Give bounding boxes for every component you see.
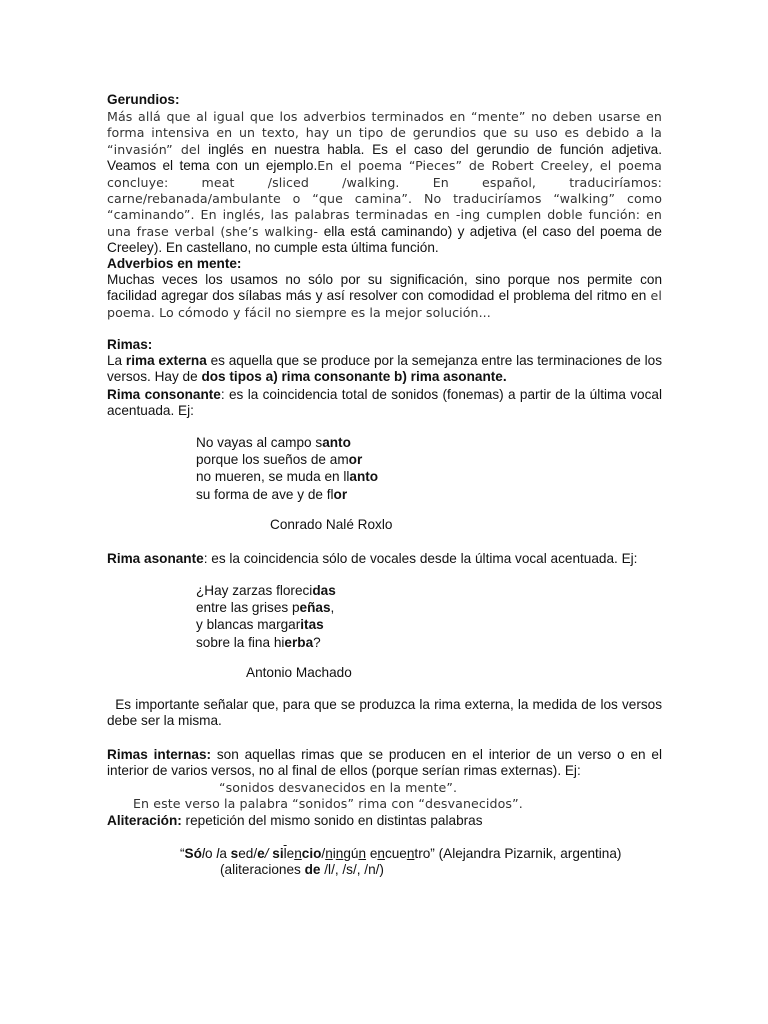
rimas-heading: Rimas: xyxy=(107,337,153,352)
quote-segment: cue xyxy=(384,846,407,861)
poem-line xyxy=(196,486,378,503)
rimas-internas-example: “sonidos desvanecidos en la mente”. xyxy=(219,780,458,795)
quote-segment: e xyxy=(286,846,295,861)
rimas-internas-paragraph xyxy=(107,747,662,780)
verse-punct: , xyxy=(330,600,335,616)
quote-segment: l xyxy=(216,846,220,861)
poem-line xyxy=(196,468,378,485)
verse-text: y blancas margar xyxy=(196,617,301,633)
gerundios-text-3: En el poema “Pieces” de Robert Creeley, el poema concluye: meat /sliced /walking. En español, traduciríamos: carne/rebanada/ambulante o “que camina”. No traduciríamos “walking” como “caminando”. En inglés, las palabras terminadas en -ing cumplen doble función: en una frase verbal (she’s walking- xyxy=(107,158,662,239)
rima-externa-note: Es importante señalar que, para que se produzca la rima externa, la medida de los versos debe ser la misma. xyxy=(107,697,666,729)
poem-line xyxy=(196,582,336,599)
aliteracion-example xyxy=(180,846,621,862)
rima-asonante-paragraph xyxy=(107,551,662,567)
verse-text: No vayas al campo s xyxy=(196,435,323,450)
quote-segment: e xyxy=(369,846,378,861)
gerundios-paragraph xyxy=(107,109,662,257)
quote-segment: n xyxy=(406,846,415,861)
verse-text: sobre la fina hi xyxy=(196,634,285,650)
poem-line xyxy=(196,616,336,633)
adverbios-text-1: Muchas veces los usamos no sólo por su significación, sino porque nos permite con facilidad agregar dos sílabas más y así resolver con comodidad el problema del ritmo en xyxy=(107,272,662,304)
verse-text: entre las grises p xyxy=(196,600,300,616)
quote-segment: a xyxy=(219,846,231,861)
poem-line xyxy=(196,451,378,468)
rima-consonante-text: : es la coincidencia total de sonidos (fonemas) a partir de la última vocal acentuada. Ej: xyxy=(107,387,662,419)
rima-asonante-label: Rima asonante xyxy=(107,551,204,566)
aliteracion-text: repetición del mismo sonido en distintas palabras xyxy=(181,813,483,828)
quote-segment: o xyxy=(204,846,217,861)
quote-segment: $\overline{l}$ xyxy=(283,846,287,861)
aliteracion-sounds xyxy=(220,862,384,878)
quote-segment: ed/ xyxy=(238,846,258,861)
rima-externa-text-a: La xyxy=(107,353,126,368)
quote-segment: n xyxy=(294,846,302,861)
quote-segment: tro xyxy=(414,846,431,861)
quote-segment: cio xyxy=(301,846,322,861)
rima-externa-text-c: es aquella que se produce por la semejanza entre las terminaciones de los versos. Hay de xyxy=(107,353,662,385)
rhyme-ending: or xyxy=(333,486,348,502)
poem-line xyxy=(196,434,378,451)
quote-segment: l xyxy=(201,846,205,861)
quote-segment: n xyxy=(358,846,367,861)
aliteracion-paragraph xyxy=(107,813,662,829)
quote-attribution: ” (Alejandra Pizarnik, argentina) xyxy=(430,846,622,861)
rhyme-ending: itas xyxy=(300,617,324,633)
quote-open: “ xyxy=(180,846,185,861)
rima-tipos: dos tipos a) rima consonante b) rima asonante. xyxy=(201,369,507,385)
gerundios-text-4: ella está caminando) y adjetiva (el caso del poema de Creeley). En castellano, no cumple esta última función. xyxy=(107,223,662,256)
rima-consonante-label: Rima consonante xyxy=(107,387,221,402)
quote-segment: ó xyxy=(193,846,202,861)
poem-asonante-author: Antonio Machado xyxy=(246,665,352,680)
poem-line xyxy=(196,599,336,616)
adverbios-paragraph xyxy=(107,272,662,321)
aliteracion-sounds-c: /l/, /s/, /n/) xyxy=(320,862,384,877)
quote-segment: n xyxy=(377,846,385,861)
rhyme-ending: eñas xyxy=(299,600,331,616)
rhyme-ending: das xyxy=(312,583,336,598)
rhyme-ending: anto xyxy=(349,469,379,485)
quote-segment: gú xyxy=(343,846,359,861)
gerundios-text-1: Más allá que al igual que los adverbios terminados en “mente” no deben usarse en forma intensiva en un texto, hay un tipo de gerundios que su uso es debido a la “invasión” del xyxy=(107,109,662,157)
quote-segment: n xyxy=(335,846,344,861)
quote-segment: s xyxy=(272,846,280,861)
rimas-internas-label: Rimas internas: xyxy=(107,747,212,762)
rima-externa-term: rima externa xyxy=(125,353,207,368)
quote-segment: i xyxy=(332,846,336,861)
rimas-internas-explain: En este verso la palabra “sonidos” rima con “desvanecidos”. xyxy=(133,796,523,811)
quote-segment: s xyxy=(230,846,239,861)
rhyme-ending: or xyxy=(348,452,363,468)
adverbios-heading: Adverbios en mente: xyxy=(107,256,242,271)
quote-segment: / xyxy=(264,846,269,861)
gerundios-heading: Gerundios: xyxy=(107,92,180,107)
poem-line xyxy=(196,634,336,651)
quote-segment: S xyxy=(184,846,194,861)
gerundios-text-2: inglés en nuestra habla. Es el caso del gerundio de función adjetiva. Veamos el tema con un ejemplo. xyxy=(107,141,663,174)
aliteracion-quote xyxy=(185,846,431,861)
aliteracion-sounds-b: de xyxy=(304,862,321,877)
verse-text: ¿Hay zarzas floreci xyxy=(196,583,313,598)
rima-externa-paragraph xyxy=(107,353,662,386)
aliteracion-sounds-a: (aliteraciones xyxy=(220,862,305,877)
rhyme-ending: erba xyxy=(284,634,314,650)
adverbios-text-2: el poema. Lo cómodo y fácil no siempre es la mejor solución... xyxy=(107,288,662,320)
poem-consonante-author: Conrado Nalé Roxlo xyxy=(270,517,393,532)
aliteracion-label: Aliteración: xyxy=(107,813,182,828)
verse-text: no mueren, se muda en ll xyxy=(196,469,350,485)
verse-punct: ? xyxy=(313,634,321,650)
quote-segment: n xyxy=(325,846,333,861)
quote-segment: / xyxy=(321,846,326,861)
rima-asonante-text: : es la coincidencia sólo de vocales desde la última vocal acentuada. Ej: xyxy=(203,551,638,566)
verse-text: su forma de ave y de fl xyxy=(196,486,334,502)
rima-consonante-paragraph xyxy=(107,387,662,420)
quote-segment: i xyxy=(279,846,284,861)
quote-segment: e xyxy=(257,846,265,861)
poem-asonante xyxy=(196,582,336,651)
rimas-internas-text: son aquellas rimas que se producen en el interior de un verso o en el interior de varios versos, no al final de ellos (porque serían rimas externas). Ej: xyxy=(107,747,662,779)
rhyme-ending: anto xyxy=(322,435,351,450)
verse-text: porque los sueños de am xyxy=(196,452,349,468)
poem-consonante xyxy=(196,434,378,503)
